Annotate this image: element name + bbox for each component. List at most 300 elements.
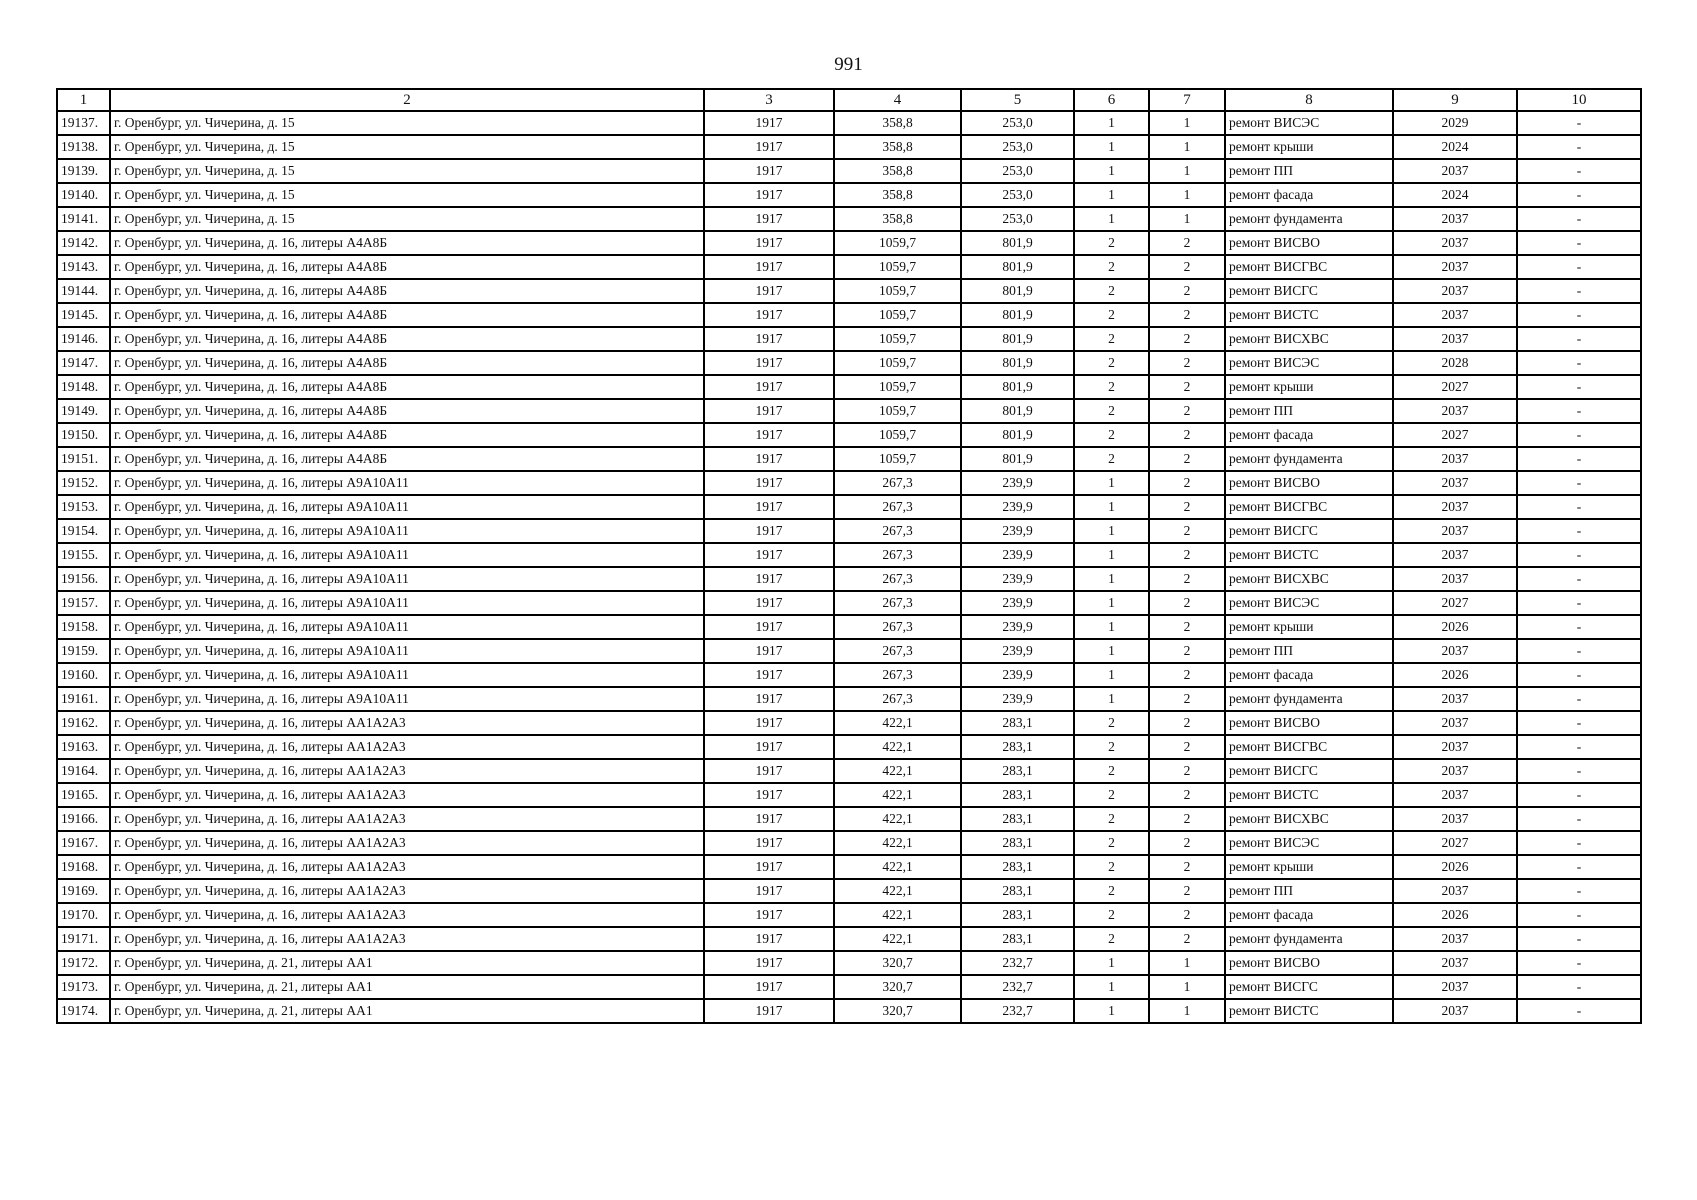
cell-entrances: 2 — [1149, 735, 1225, 759]
cell-floors: 2 — [1074, 783, 1149, 807]
cell-floors: 2 — [1074, 831, 1149, 855]
cell-work-type: ремонт ВИСЭС — [1225, 591, 1393, 615]
cell-address: г. Оренбург, ул. Чичерина, д. 15 — [110, 159, 704, 183]
cell-address: г. Оренбург, ул. Чичерина, д. 16, литеры А9А10А11 — [110, 687, 704, 711]
table-row — [57, 375, 1641, 399]
cell-living-area: 283,1 — [961, 783, 1074, 807]
cell-work-type: ремонт фасада — [1225, 663, 1393, 687]
cell-floors: 1 — [1074, 639, 1149, 663]
cell-address: г. Оренбург, ул. Чичерина, д. 16, литеры А4А8Б — [110, 351, 704, 375]
cell-planned-year: 2037 — [1393, 279, 1517, 303]
cell-total-area: 358,8 — [834, 207, 961, 231]
cell-address: г. Оренбург, ул. Чичерина, д. 16, литеры А9А10А11 — [110, 639, 704, 663]
cell-total-area: 1059,7 — [834, 231, 961, 255]
cell-year: 1917 — [704, 159, 834, 183]
cell-row-number: 19137. — [57, 111, 110, 135]
cell-note: - — [1517, 423, 1641, 447]
cell-total-area: 422,1 — [834, 855, 961, 879]
cell-living-area: 283,1 — [961, 879, 1074, 903]
cell-entrances: 2 — [1149, 375, 1225, 399]
table-body — [57, 111, 1641, 1023]
cell-living-area: 232,7 — [961, 975, 1074, 999]
table-row — [57, 975, 1641, 999]
cell-address: г. Оренбург, ул. Чичерина, д. 16, литеры А4А8Б — [110, 255, 704, 279]
cell-year: 1917 — [704, 759, 834, 783]
cell-entrances: 2 — [1149, 783, 1225, 807]
cell-note: - — [1517, 447, 1641, 471]
cell-living-area: 253,0 — [961, 159, 1074, 183]
cell-entrances: 2 — [1149, 351, 1225, 375]
cell-note: - — [1517, 783, 1641, 807]
cell-address: г. Оренбург, ул. Чичерина, д. 16, литеры А9А10А11 — [110, 591, 704, 615]
cell-floors: 2 — [1074, 231, 1149, 255]
cell-work-type: ремонт ВИСГС — [1225, 519, 1393, 543]
cell-total-area: 267,3 — [834, 471, 961, 495]
cell-total-area: 267,3 — [834, 495, 961, 519]
cell-note: - — [1517, 951, 1641, 975]
cell-living-area: 283,1 — [961, 903, 1074, 927]
cell-year: 1917 — [704, 591, 834, 615]
cell-year: 1917 — [704, 423, 834, 447]
table-row — [57, 639, 1641, 663]
cell-address: г. Оренбург, ул. Чичерина, д. 16, литеры АА1А2А3 — [110, 855, 704, 879]
table-row — [57, 759, 1641, 783]
column-header-10: 10 — [1517, 89, 1641, 111]
cell-living-area: 283,1 — [961, 927, 1074, 951]
cell-note: - — [1517, 975, 1641, 999]
cell-row-number: 19154. — [57, 519, 110, 543]
table-row — [57, 111, 1641, 135]
cell-living-area: 801,9 — [961, 303, 1074, 327]
cell-address: г. Оренбург, ул. Чичерина, д. 16, литеры А4А8Б — [110, 327, 704, 351]
cell-work-type: ремонт ВИСХВС — [1225, 807, 1393, 831]
cell-note: - — [1517, 279, 1641, 303]
cell-note: - — [1517, 375, 1641, 399]
cell-entrances: 2 — [1149, 303, 1225, 327]
cell-address: г. Оренбург, ул. Чичерина, д. 16, литеры А9А10А11 — [110, 663, 704, 687]
cell-year: 1917 — [704, 879, 834, 903]
cell-entrances: 2 — [1149, 495, 1225, 519]
cell-year: 1917 — [704, 399, 834, 423]
cell-entrances: 2 — [1149, 447, 1225, 471]
cell-total-area: 1059,7 — [834, 375, 961, 399]
cell-year: 1917 — [704, 831, 834, 855]
table-row — [57, 807, 1641, 831]
cell-note: - — [1517, 615, 1641, 639]
cell-living-area: 283,1 — [961, 807, 1074, 831]
table-row — [57, 663, 1641, 687]
table-row — [57, 567, 1641, 591]
cell-address: г. Оренбург, ул. Чичерина, д. 15 — [110, 207, 704, 231]
cell-work-type: ремонт ВИСГС — [1225, 975, 1393, 999]
cell-year: 1917 — [704, 279, 834, 303]
cell-address: г. Оренбург, ул. Чичерина, д. 16, литеры А4А8Б — [110, 303, 704, 327]
table-row — [57, 135, 1641, 159]
table-row — [57, 183, 1641, 207]
table-row — [57, 543, 1641, 567]
cell-row-number: 19174. — [57, 999, 110, 1023]
cell-row-number: 19168. — [57, 855, 110, 879]
cell-planned-year: 2037 — [1393, 399, 1517, 423]
cell-work-type: ремонт ВИСЭС — [1225, 351, 1393, 375]
cell-planned-year: 2037 — [1393, 759, 1517, 783]
cell-total-area: 267,3 — [834, 687, 961, 711]
cell-note: - — [1517, 687, 1641, 711]
cell-planned-year: 2037 — [1393, 927, 1517, 951]
cell-total-area: 358,8 — [834, 111, 961, 135]
cell-entrances: 1 — [1149, 135, 1225, 159]
cell-work-type: ремонт ВИСХВС — [1225, 567, 1393, 591]
cell-entrances: 2 — [1149, 759, 1225, 783]
cell-note: - — [1517, 231, 1641, 255]
cell-row-number: 19145. — [57, 303, 110, 327]
cell-year: 1917 — [704, 351, 834, 375]
cell-living-area: 283,1 — [961, 735, 1074, 759]
cell-living-area: 239,9 — [961, 567, 1074, 591]
cell-work-type: ремонт фундамента — [1225, 207, 1393, 231]
cell-address: г. Оренбург, ул. Чичерина, д. 16, литеры А4А8Б — [110, 231, 704, 255]
cell-entrances: 2 — [1149, 807, 1225, 831]
cell-row-number: 19164. — [57, 759, 110, 783]
cell-planned-year: 2026 — [1393, 663, 1517, 687]
cell-work-type: ремонт ВИСХВС — [1225, 327, 1393, 351]
cell-row-number: 19173. — [57, 975, 110, 999]
cell-year: 1917 — [704, 927, 834, 951]
cell-total-area: 1059,7 — [834, 303, 961, 327]
cell-planned-year: 2024 — [1393, 183, 1517, 207]
cell-floors: 1 — [1074, 495, 1149, 519]
cell-address: г. Оренбург, ул. Чичерина, д. 16, литеры АА1А2А3 — [110, 735, 704, 759]
cell-total-area: 320,7 — [834, 975, 961, 999]
table-row — [57, 999, 1641, 1023]
column-header-2: 2 — [110, 89, 704, 111]
cell-entrances: 2 — [1149, 591, 1225, 615]
cell-floors: 2 — [1074, 351, 1149, 375]
cell-row-number: 19143. — [57, 255, 110, 279]
cell-note: - — [1517, 759, 1641, 783]
cell-planned-year: 2037 — [1393, 303, 1517, 327]
cell-row-number: 19163. — [57, 735, 110, 759]
cell-entrances: 2 — [1149, 663, 1225, 687]
cell-planned-year: 2037 — [1393, 639, 1517, 663]
cell-address: г. Оренбург, ул. Чичерина, д. 16, литеры АА1А2А3 — [110, 783, 704, 807]
cell-work-type: ремонт ВИСГС — [1225, 279, 1393, 303]
cell-entrances: 2 — [1149, 687, 1225, 711]
table-row — [57, 687, 1641, 711]
table-row — [57, 951, 1641, 975]
column-header-1: 1 — [57, 89, 110, 111]
cell-address: г. Оренбург, ул. Чичерина, д. 16, литеры АА1А2А3 — [110, 759, 704, 783]
cell-total-area: 422,1 — [834, 735, 961, 759]
cell-note: - — [1517, 351, 1641, 375]
cell-planned-year: 2027 — [1393, 423, 1517, 447]
cell-entrances: 2 — [1149, 543, 1225, 567]
cell-floors: 2 — [1074, 423, 1149, 447]
cell-work-type: ремонт ПП — [1225, 159, 1393, 183]
cell-floors: 1 — [1074, 207, 1149, 231]
cell-address: г. Оренбург, ул. Чичерина, д. 16, литеры АА1А2А3 — [110, 711, 704, 735]
cell-note: - — [1517, 639, 1641, 663]
table-row — [57, 879, 1641, 903]
cell-row-number: 19149. — [57, 399, 110, 423]
column-header-3: 3 — [704, 89, 834, 111]
cell-row-number: 19169. — [57, 879, 110, 903]
cell-address: г. Оренбург, ул. Чичерина, д. 16, литеры АА1А2А3 — [110, 807, 704, 831]
cell-planned-year: 2029 — [1393, 111, 1517, 135]
cell-address: г. Оренбург, ул. Чичерина, д. 16, литеры А9А10А11 — [110, 495, 704, 519]
cell-note: - — [1517, 255, 1641, 279]
cell-total-area: 422,1 — [834, 783, 961, 807]
table-row — [57, 519, 1641, 543]
cell-note: - — [1517, 111, 1641, 135]
cell-planned-year: 2037 — [1393, 447, 1517, 471]
cell-row-number: 19139. — [57, 159, 110, 183]
cell-row-number: 19151. — [57, 447, 110, 471]
cell-work-type: ремонт ВИСВО — [1225, 231, 1393, 255]
cell-planned-year: 2026 — [1393, 855, 1517, 879]
cell-year: 1917 — [704, 687, 834, 711]
cell-note: - — [1517, 399, 1641, 423]
cell-floors: 2 — [1074, 375, 1149, 399]
cell-entrances: 2 — [1149, 615, 1225, 639]
cell-note: - — [1517, 543, 1641, 567]
cell-living-area: 801,9 — [961, 447, 1074, 471]
cell-planned-year: 2037 — [1393, 207, 1517, 231]
cell-planned-year: 2026 — [1393, 903, 1517, 927]
cell-planned-year: 2037 — [1393, 495, 1517, 519]
cell-address: г. Оренбург, ул. Чичерина, д. 21, литеры АА1 — [110, 999, 704, 1023]
cell-living-area: 801,9 — [961, 399, 1074, 423]
cell-note: - — [1517, 879, 1641, 903]
header-row — [57, 89, 1641, 111]
cell-total-area: 422,1 — [834, 759, 961, 783]
cell-total-area: 422,1 — [834, 831, 961, 855]
table-row — [57, 615, 1641, 639]
cell-living-area: 253,0 — [961, 111, 1074, 135]
cell-entrances: 1 — [1149, 207, 1225, 231]
cell-planned-year: 2027 — [1393, 375, 1517, 399]
cell-living-area: 253,0 — [961, 207, 1074, 231]
cell-row-number: 19141. — [57, 207, 110, 231]
cell-address: г. Оренбург, ул. Чичерина, д. 16, литеры А4А8Б — [110, 279, 704, 303]
cell-note: - — [1517, 855, 1641, 879]
cell-note: - — [1517, 711, 1641, 735]
cell-planned-year: 2027 — [1393, 831, 1517, 855]
cell-year: 1917 — [704, 255, 834, 279]
cell-entrances: 2 — [1149, 711, 1225, 735]
cell-note: - — [1517, 159, 1641, 183]
cell-floors: 2 — [1074, 903, 1149, 927]
cell-entrances: 2 — [1149, 639, 1225, 663]
cell-living-area: 801,9 — [961, 279, 1074, 303]
cell-floors: 1 — [1074, 159, 1149, 183]
cell-work-type: ремонт ПП — [1225, 879, 1393, 903]
cell-floors: 1 — [1074, 519, 1149, 543]
cell-year: 1917 — [704, 111, 834, 135]
cell-address: г. Оренбург, ул. Чичерина, д. 16, литеры А9А10А11 — [110, 471, 704, 495]
cell-row-number: 19159. — [57, 639, 110, 663]
cell-year: 1917 — [704, 999, 834, 1023]
cell-total-area: 267,3 — [834, 519, 961, 543]
cell-floors: 2 — [1074, 711, 1149, 735]
cell-living-area: 239,9 — [961, 639, 1074, 663]
cell-note: - — [1517, 135, 1641, 159]
table-row — [57, 399, 1641, 423]
cell-planned-year: 2037 — [1393, 711, 1517, 735]
cell-note: - — [1517, 807, 1641, 831]
column-header-6: 6 — [1074, 89, 1149, 111]
cell-living-area: 801,9 — [961, 327, 1074, 351]
cell-floors: 1 — [1074, 591, 1149, 615]
cell-year: 1917 — [704, 735, 834, 759]
cell-planned-year: 2037 — [1393, 807, 1517, 831]
cell-floors: 2 — [1074, 735, 1149, 759]
cell-total-area: 422,1 — [834, 807, 961, 831]
cell-year: 1917 — [704, 615, 834, 639]
cell-row-number: 19161. — [57, 687, 110, 711]
cell-address: г. Оренбург, ул. Чичерина, д. 16, литеры А9А10А11 — [110, 543, 704, 567]
cell-total-area: 1059,7 — [834, 351, 961, 375]
cell-entrances: 2 — [1149, 399, 1225, 423]
cell-floors: 2 — [1074, 759, 1149, 783]
cell-work-type: ремонт фасада — [1225, 903, 1393, 927]
cell-row-number: 19171. — [57, 927, 110, 951]
table-row — [57, 735, 1641, 759]
table-row — [57, 903, 1641, 927]
table-row — [57, 255, 1641, 279]
cell-living-area: 801,9 — [961, 231, 1074, 255]
column-header-9: 9 — [1393, 89, 1517, 111]
cell-living-area: 239,9 — [961, 495, 1074, 519]
cell-note: - — [1517, 327, 1641, 351]
cell-total-area: 1059,7 — [834, 447, 961, 471]
cell-living-area: 239,9 — [961, 591, 1074, 615]
cell-row-number: 19165. — [57, 783, 110, 807]
table-row — [57, 423, 1641, 447]
cell-year: 1917 — [704, 303, 834, 327]
cell-work-type: ремонт ВИСГВС — [1225, 255, 1393, 279]
cell-work-type: ремонт ВИСВО — [1225, 471, 1393, 495]
cell-work-type: ремонт ВИСТС — [1225, 783, 1393, 807]
cell-row-number: 19146. — [57, 327, 110, 351]
cell-floors: 1 — [1074, 615, 1149, 639]
cell-address: г. Оренбург, ул. Чичерина, д. 16, литеры АА1А2А3 — [110, 879, 704, 903]
cell-entrances: 2 — [1149, 519, 1225, 543]
cell-entrances: 1 — [1149, 111, 1225, 135]
cell-note: - — [1517, 735, 1641, 759]
cell-entrances: 2 — [1149, 903, 1225, 927]
table-row — [57, 159, 1641, 183]
cell-work-type: ремонт ВИСГС — [1225, 759, 1393, 783]
cell-note: - — [1517, 303, 1641, 327]
cell-planned-year: 2024 — [1393, 135, 1517, 159]
cell-year: 1917 — [704, 183, 834, 207]
cell-total-area: 422,1 — [834, 711, 961, 735]
cell-planned-year: 2037 — [1393, 327, 1517, 351]
table-row — [57, 495, 1641, 519]
cell-entrances: 2 — [1149, 327, 1225, 351]
cell-address: г. Оренбург, ул. Чичерина, д. 15 — [110, 183, 704, 207]
cell-entrances: 1 — [1149, 975, 1225, 999]
cell-living-area: 239,9 — [961, 615, 1074, 639]
cell-year: 1917 — [704, 903, 834, 927]
cell-entrances: 1 — [1149, 159, 1225, 183]
cell-planned-year: 2027 — [1393, 591, 1517, 615]
cell-total-area: 267,3 — [834, 615, 961, 639]
cell-work-type: ремонт фундамента — [1225, 447, 1393, 471]
cell-address: г. Оренбург, ул. Чичерина, д. 16, литеры А4А8Б — [110, 447, 704, 471]
cell-work-type: ремонт фундамента — [1225, 927, 1393, 951]
cell-planned-year: 2037 — [1393, 735, 1517, 759]
cell-year: 1917 — [704, 327, 834, 351]
cell-row-number: 19158. — [57, 615, 110, 639]
cell-living-area: 253,0 — [961, 183, 1074, 207]
cell-year: 1917 — [704, 639, 834, 663]
cell-floors: 1 — [1074, 543, 1149, 567]
cell-total-area: 1059,7 — [834, 255, 961, 279]
table-row — [57, 591, 1641, 615]
cell-entrances: 1 — [1149, 951, 1225, 975]
cell-row-number: 19167. — [57, 831, 110, 855]
cell-total-area: 267,3 — [834, 591, 961, 615]
cell-note: - — [1517, 471, 1641, 495]
cell-floors: 1 — [1074, 975, 1149, 999]
table-row — [57, 351, 1641, 375]
cell-floors: 1 — [1074, 135, 1149, 159]
cell-living-area: 239,9 — [961, 471, 1074, 495]
cell-work-type: ремонт ВИСЭС — [1225, 831, 1393, 855]
cell-row-number: 19155. — [57, 543, 110, 567]
cell-total-area: 267,3 — [834, 639, 961, 663]
cell-entrances: 2 — [1149, 567, 1225, 591]
cell-row-number: 19162. — [57, 711, 110, 735]
cell-note: - — [1517, 591, 1641, 615]
cell-work-type: ремонт ВИСВО — [1225, 951, 1393, 975]
cell-planned-year: 2037 — [1393, 783, 1517, 807]
cell-living-area: 801,9 — [961, 423, 1074, 447]
cell-row-number: 19140. — [57, 183, 110, 207]
cell-work-type: ремонт ПП — [1225, 399, 1393, 423]
cell-total-area: 1059,7 — [834, 399, 961, 423]
cell-total-area: 320,7 — [834, 999, 961, 1023]
cell-floors: 2 — [1074, 927, 1149, 951]
cell-total-area: 1059,7 — [834, 279, 961, 303]
cell-work-type: ремонт ПП — [1225, 639, 1393, 663]
cell-note: - — [1517, 183, 1641, 207]
cell-entrances: 1 — [1149, 183, 1225, 207]
cell-row-number: 19150. — [57, 423, 110, 447]
cell-living-area: 801,9 — [961, 255, 1074, 279]
cell-work-type: ремонт ВИСВО — [1225, 711, 1393, 735]
cell-work-type: ремонт ВИСТС — [1225, 543, 1393, 567]
cell-address: г. Оренбург, ул. Чичерина, д. 16, литеры А4А8Б — [110, 423, 704, 447]
cell-floors: 1 — [1074, 687, 1149, 711]
cell-work-type: ремонт крыши — [1225, 855, 1393, 879]
cell-floors: 2 — [1074, 879, 1149, 903]
cell-floors: 2 — [1074, 447, 1149, 471]
cell-address: г. Оренбург, ул. Чичерина, д. 16, литеры АА1А2А3 — [110, 831, 704, 855]
cell-work-type: ремонт ВИСГВС — [1225, 495, 1393, 519]
cell-year: 1917 — [704, 207, 834, 231]
cell-total-area: 358,8 — [834, 183, 961, 207]
table-row — [57, 231, 1641, 255]
table-row — [57, 783, 1641, 807]
table-row — [57, 855, 1641, 879]
table-header — [57, 89, 1641, 111]
cell-year: 1917 — [704, 567, 834, 591]
table-row — [57, 831, 1641, 855]
cell-work-type: ремонт крыши — [1225, 615, 1393, 639]
